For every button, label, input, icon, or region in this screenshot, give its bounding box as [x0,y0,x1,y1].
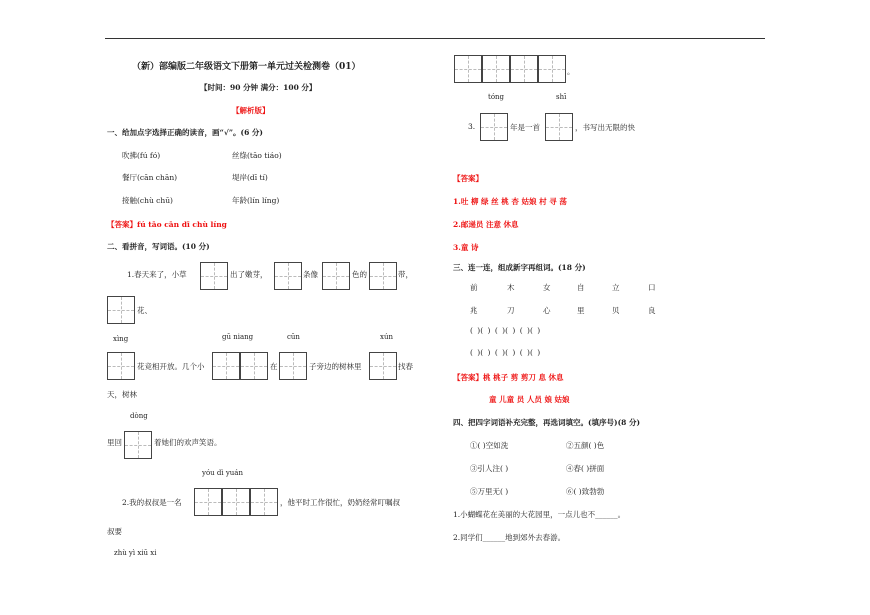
writing-box[interactable] [107,352,135,380]
idiom-item[interactable]: ④春( )拼面 [566,464,605,473]
writing-box[interactable] [107,296,135,324]
q2-text: 里回 [107,438,122,447]
char-item[interactable]: 女 [543,283,551,292]
q1-item: 堤岸(dī tí) [232,173,268,182]
pinyin: xìng [113,335,129,343]
pinyin: gū niang [222,333,254,341]
q1-item: 吹拂(fú fó) [122,151,161,160]
q1-item: 接触(chù chū) [122,196,173,205]
writing-box[interactable] [222,488,250,516]
writing-box[interactable] [322,262,350,290]
char-item[interactable]: 里 [577,306,585,315]
writing-box[interactable] [200,262,228,290]
q2-text: 叔要 [107,527,122,536]
q4-sentence: 2.同学们______地到郊外去春游。 [453,533,566,542]
pinyin: shī [556,93,567,101]
char-item[interactable]: 兆 [470,306,478,315]
idiom-item[interactable]: ③引人注( ) [470,464,509,473]
q2-text: 年是一首 [510,123,540,132]
idiom-item[interactable]: ②五颜( )色 [566,441,605,450]
pinyin: cūn [287,333,300,341]
writing-box[interactable] [545,113,573,141]
q2-text: 色的 [352,270,367,279]
q1-item: 年龄(lín líng) [232,196,280,205]
q2-text: 天，树林 [107,390,137,399]
q1-heading: 一、给加点字选择正确的读音，画“√”。(6 分) [107,128,263,137]
char-item[interactable]: 贝 [612,306,620,315]
q2-text: 出了嫩芽， [230,270,268,279]
char-item[interactable]: 心 [543,306,551,315]
pinyin: tóng [488,93,505,101]
char-item[interactable]: 木 [507,283,515,292]
q2-text: 花竞相开放。几个小 [137,362,205,371]
writing-box[interactable] [454,55,482,83]
writing-box[interactable] [538,55,566,83]
char-item[interactable]: 前 [470,283,478,292]
q2-heading: 二、看拼音，写词语。(10 分) [107,242,210,251]
idiom-item[interactable]: ①( )空如洗 [470,441,509,450]
answer-line: 1.吐 柳 绿 丝 桃 杏 姑娘 村 寻 荡 [453,197,567,206]
q2-text: 花、 [137,306,152,315]
writing-box[interactable] [279,352,307,380]
period: 。 [567,67,575,76]
blank-row[interactable]: ( )( ) ( )( ) ( )( ) [470,326,541,335]
writing-box[interactable] [480,113,508,141]
char-item[interactable]: 刀 [507,306,515,315]
analysis-tag: 【解析版】 [232,106,270,115]
pinyin: xún [380,333,393,341]
answer-label: 【答案】 [453,174,483,183]
pinyin: dòng [130,412,148,420]
idiom-item[interactable]: ⑥( )致勃勃 [566,487,605,496]
idiom-item[interactable]: ⑤万里无( ) [470,487,509,496]
writing-box[interactable] [250,488,278,516]
writing-box[interactable] [124,431,152,459]
blank-row[interactable]: ( )( ) ( )( ) ( )( ) [470,348,541,357]
q2-text: ，书写出无限的快 [575,123,635,132]
q4-sentence: 1.小蝴蝶花在美丽的大花园里，一点儿也不______。 [453,510,626,519]
q3-heading: 三、连一连，组成新字再组词。(18 分) [453,263,586,272]
q2-text: 3. [468,122,476,131]
writing-box[interactable] [510,55,538,83]
exam-meta: 【时间：90 分钟 满分：100 分】 [200,83,317,92]
q4-heading: 四、把四字词语补充完整，再选词填空。(填序号)(8 分) [453,418,641,427]
q3-answer: 【答案】桃 桃子 剪 剪刀 息 休息 [453,373,564,382]
char-item[interactable]: 口 [648,283,656,292]
answer-line: 3.童 诗 [453,243,479,252]
writing-box[interactable] [369,352,397,380]
q2-text: 子旁边的树林里 [309,362,362,371]
top-rule [105,38,765,39]
q2-text: 在 [270,362,278,371]
char-item[interactable]: 立 [612,283,620,292]
q1-item: 餐厅(cān chān) [122,173,178,182]
writing-box[interactable] [212,352,240,380]
q2-text: 带， [398,270,413,279]
q2-text: ，他平时工作很忙，奶奶经常叮嘱叔 [280,498,400,507]
q1-answer: 【答案】fú tāo cān dī chù líng [107,220,227,229]
q2-text: 2.我的叔叔是一名 [122,498,182,507]
page-title: （新）部编版二年级语文下册第一单元过关检测卷（01） [132,62,361,72]
pinyin: yóu dì yuán [202,469,243,477]
q2-text: 1.春天来了，小草 [127,270,187,279]
writing-box[interactable] [274,262,302,290]
writing-box[interactable] [194,488,222,516]
q2-text: 找春 [398,362,413,371]
q3-answer: 童 儿童 员 人员 娘 姑娘 [489,395,570,404]
char-item[interactable]: 自 [577,283,585,292]
writing-box[interactable] [369,262,397,290]
writing-box[interactable] [482,55,510,83]
char-item[interactable]: 良 [648,306,656,315]
q2-text: 着她们的欢声笑语。 [154,438,222,447]
q1-item: 丝绦(tāo tiáo) [232,151,282,160]
q2-text: 条像 [303,270,318,279]
answer-line: 2.邮递员 注意 休息 [453,220,519,229]
pinyin: zhù yì xiū xi [114,549,157,557]
writing-box[interactable] [240,352,268,380]
